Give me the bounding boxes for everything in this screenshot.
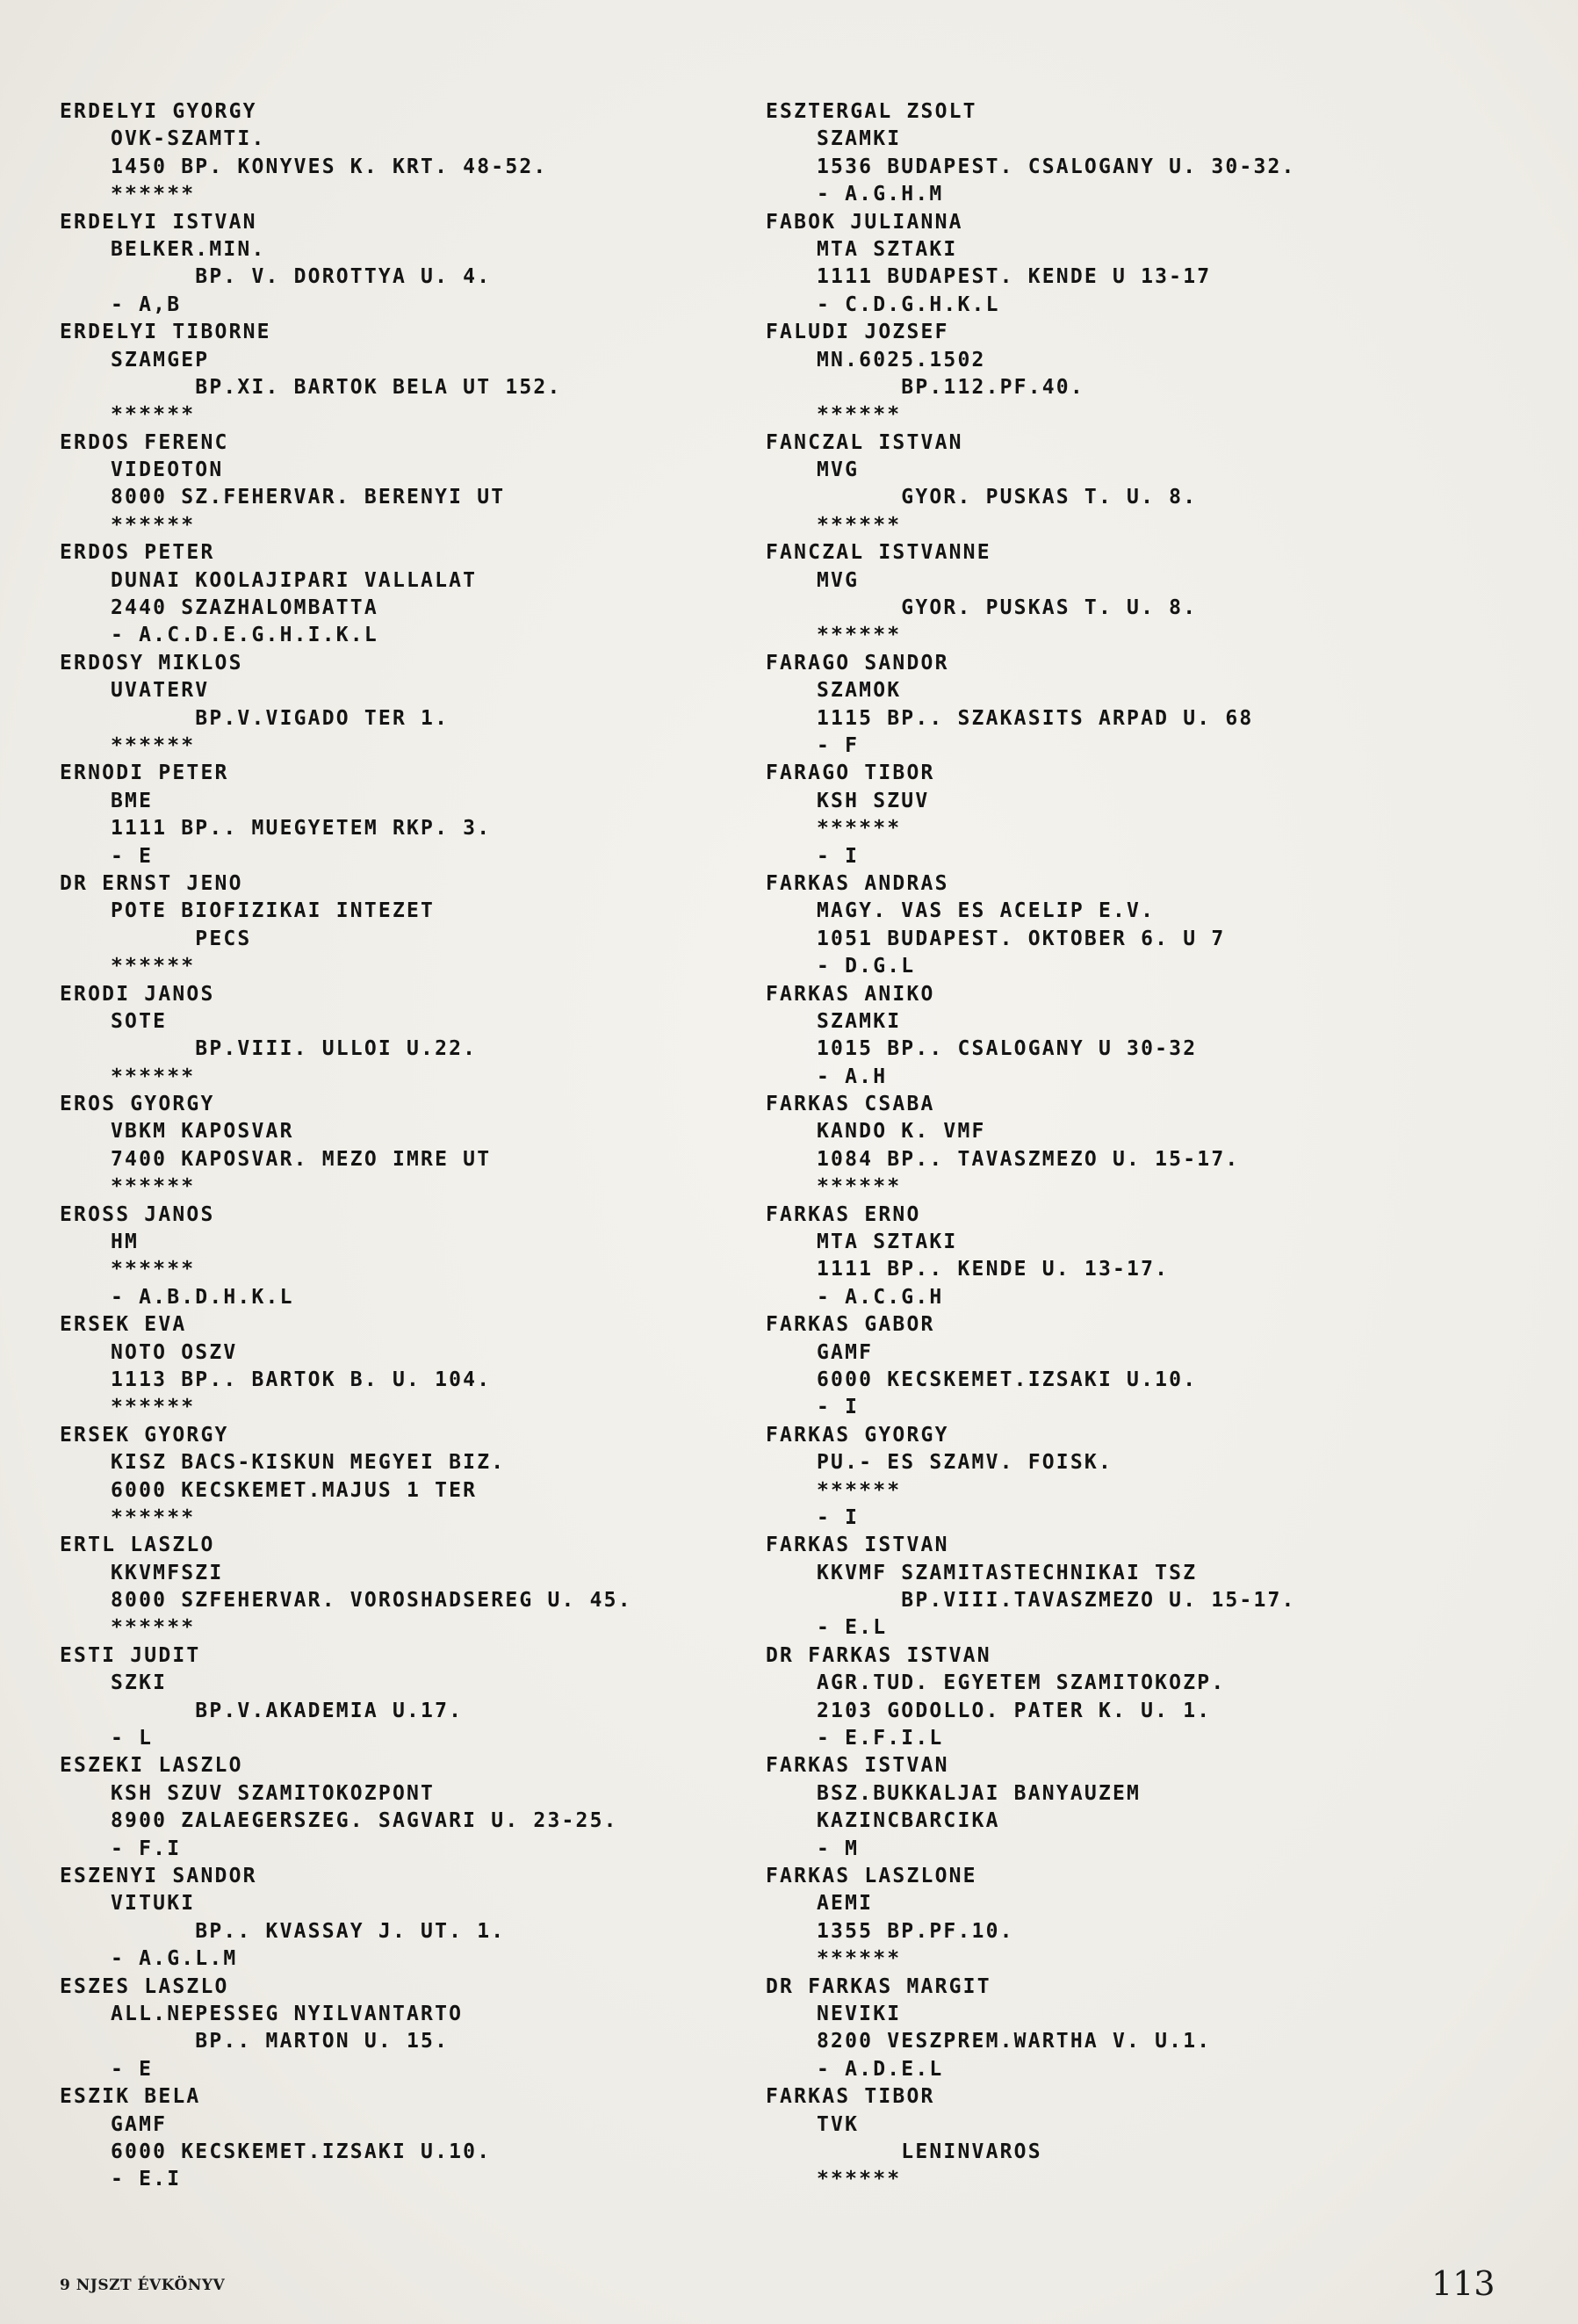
entry-detail-line: 8000 SZ.FEHERVAR. BERENYI UT — [111, 486, 506, 509]
entry-detail-line: TVK — [817, 2112, 860, 2136]
directory-entry — [60, 650, 762, 761]
entry-detail-line: 1355 BP.PF.10. — [817, 1919, 1014, 1943]
entry-detail-line: BELKER.MIN. — [111, 237, 266, 261]
entry-name: ESZTERGAL ZSOLT — [766, 100, 977, 123]
entry-detail-line: ****** — [111, 183, 196, 206]
entry-detail-line: OVK-SZAMTI. — [111, 127, 266, 151]
entry-detail-line: GAMF — [817, 1340, 874, 1364]
entry-name: FABOK JULIANNA — [766, 210, 963, 234]
entry-detail-line: BP.. MARTON U. 15. — [111, 2030, 450, 2053]
entry-detail-line: - F — [817, 733, 860, 757]
entry-detail-line: HM — [111, 1231, 140, 1254]
entry-name: FARKAS ISTVAN — [766, 1754, 949, 1778]
entry-detail-line: - A.C.G.H — [817, 1285, 944, 1309]
entry-detail-line: SZAMGEP — [111, 348, 210, 372]
directory-entry — [60, 1422, 762, 1533]
entry-detail-line: NEVIKI — [817, 2002, 902, 2025]
entry-detail-line: MTA SZTAKI — [817, 1231, 958, 1254]
entry-detail-line: BP.112.PF.40. — [817, 375, 1084, 399]
directory-entry — [60, 1974, 762, 2084]
entry-detail-line: BME — [111, 789, 154, 812]
entry-name: ERDELYI ISTVAN — [60, 210, 257, 234]
entry-name: DR FARKAS MARGIT — [766, 1974, 991, 1998]
entry-detail-line: ****** — [111, 1505, 196, 1529]
entry-name: ERDOSY MIKLOS — [60, 651, 243, 675]
entry-detail-line: ****** — [817, 513, 902, 537]
entry-detail-line: KSH SZUV SZAMITOKOZPONT — [111, 1781, 436, 1805]
directory-entry — [766, 2083, 1468, 2194]
entry-detail-line: - E.F.I.L — [817, 1727, 944, 1750]
directory-entry — [60, 1863, 762, 1974]
entry-detail-line: 1450 BP. KONYVES K. KRT. 48-52. — [111, 155, 548, 178]
entry-name: ERODI JANOS — [60, 982, 215, 1006]
entry-detail-line: ****** — [817, 1175, 902, 1199]
entry-name: FANCZAL ISTVAN — [766, 430, 963, 454]
entry-detail-line: AGR.TUD. EGYETEM SZAMITOKOZP. — [817, 1671, 1226, 1695]
entry-detail-line: BP.. KVASSAY J. UT. 1. — [111, 1919, 506, 1943]
entry-name: FARAGO TIBOR — [766, 761, 935, 785]
entry-detail-line: 2440 SZAZHALOMBATTA — [111, 596, 378, 620]
directory-entry — [766, 650, 1468, 761]
entry-detail-line: 6000 KECSKEMET.IZSAKI U.10. — [111, 2140, 492, 2163]
entry-name: ERDOS FERENC — [60, 430, 229, 454]
left-column — [60, 98, 762, 2194]
entry-detail-line: ****** — [817, 2168, 902, 2191]
entry-detail-line: - A,B — [111, 292, 182, 316]
entry-detail-line: - A.G.H.M — [817, 183, 944, 206]
entry-detail-line: POTE BIOFIZIKAI INTEZET — [111, 899, 436, 923]
entry-detail-line: ****** — [817, 624, 902, 647]
entry-detail-line: PU.- ES SZAMV. FOISK. — [817, 1451, 1113, 1475]
directory-entry — [766, 539, 1468, 650]
entry-detail-line: - A.H — [817, 1065, 888, 1088]
entry-detail-line: 1111 BP.. KENDE U. 13-17. — [817, 1258, 1170, 1281]
directory-entry — [766, 1863, 1468, 1974]
directory-entry — [766, 760, 1468, 870]
entry-name: ERNODI PETER — [60, 761, 229, 785]
entry-name: ERDELYI TIBORNE — [60, 321, 271, 344]
entry-detail-line: 1113 BP.. BARTOK B. U. 104. — [111, 1368, 492, 1391]
entry-detail-line: GYOR. PUSKAS T. U. 8. — [817, 596, 1198, 620]
entry-detail-line: 6000 KECSKEMET.IZSAKI U.10. — [817, 1368, 1198, 1391]
entry-detail-line: BP. V. DOROTTYA U. 4. — [111, 265, 492, 289]
entry-name: FARKAS ERNO — [766, 1202, 921, 1226]
directory-entry — [60, 98, 762, 209]
entry-detail-line: 1111 BUDAPEST. KENDE U 13-17 — [817, 265, 1212, 289]
directory-entry — [766, 1532, 1468, 1642]
entry-detail-line: MN.6025.1502 — [817, 348, 986, 372]
directory-entry — [60, 2083, 762, 2194]
entry-detail-line: - E.I — [111, 2168, 182, 2191]
entry-detail-line: - M — [817, 1837, 860, 1860]
entry-detail-line: KANDO K. VMF — [817, 1120, 986, 1144]
entry-detail-line: - L — [111, 1727, 154, 1750]
entry-detail-line: ****** — [111, 733, 196, 757]
entry-detail-line: SZAMKI — [817, 127, 902, 151]
directory-entry — [766, 1752, 1468, 1863]
entry-detail-line: ****** — [817, 817, 902, 841]
entry-name: FARKAS GABOR — [766, 1313, 935, 1337]
entry-name: ESZEKI LASZLO — [60, 1754, 243, 1778]
entry-detail-line: 1115 BP.. SZAKASITS ARPAD U. 68 — [817, 706, 1254, 730]
entry-detail-line: BP.VIII.TAVASZMEZO U. 15-17. — [817, 1589, 1296, 1613]
directory-entry — [766, 209, 1468, 320]
directory-entry — [766, 319, 1468, 429]
entry-detail-line: MVG — [817, 458, 860, 482]
entry-detail-line: 8200 VESZPREM.WARTHA V. U.1. — [817, 2030, 1212, 2053]
entry-detail-line: BSZ.BUKKALJAI BANYAUZEM — [817, 1781, 1142, 1805]
entry-detail-line: MTA SZTAKI — [817, 237, 958, 261]
entry-detail-line: - A.D.E.L — [817, 2057, 944, 2081]
entry-detail-line: VITUKI — [111, 1892, 196, 1916]
entry-detail-line: ****** — [111, 1616, 196, 1640]
entry-detail-line: SZAMKI — [817, 1009, 902, 1033]
entry-detail-line: ****** — [111, 1065, 196, 1088]
entry-name: FARKAS TIBOR — [766, 2085, 935, 2109]
entry-detail-line: - E — [111, 2057, 154, 2081]
entry-name: DR FARKAS ISTVAN — [766, 1643, 991, 1667]
entry-detail-line: BP.V.AKADEMIA U.17. — [111, 1699, 464, 1722]
entry-detail-line: ****** — [111, 403, 196, 427]
entry-detail-line: BP.VIII. ULLOI U.22. — [111, 1037, 478, 1061]
entry-detail-line: SZKI — [111, 1671, 168, 1695]
entry-detail-line: 1015 BP.. CSALOGANY U 30-32 — [817, 1037, 1198, 1061]
entry-detail-line: ****** — [817, 1947, 902, 1971]
directory-entry — [60, 1752, 762, 1863]
entry-detail-line: - A.C.D.E.G.H.I.K.L — [111, 624, 378, 647]
entry-detail-line: KISZ BACS-KISKUN MEGYEI BIZ. — [111, 1451, 506, 1475]
entry-name: FARAGO SANDOR — [766, 651, 949, 675]
directory-entry — [766, 429, 1468, 540]
entry-detail-line: ALL.NEPESSEG NYILVANTARTO — [111, 2002, 464, 2025]
entry-name: ERSEK EVA — [60, 1313, 187, 1337]
directory-entry — [766, 1311, 1468, 1422]
entry-detail-line: DUNAI KOOLAJIPARI VALLALAT — [111, 568, 478, 592]
directory-entry — [60, 539, 762, 650]
directory-entry — [60, 1202, 762, 1312]
entry-detail-line: AEMI — [817, 1892, 874, 1916]
entry-name: FARKAS ISTVAN — [766, 1534, 949, 1557]
entry-detail-line: VIDEOTON — [111, 458, 224, 482]
entry-detail-line: 1111 BP.. MUEGYETEM RKP. 3. — [111, 817, 492, 841]
entry-detail-line: - D.G.L — [817, 955, 916, 978]
directory-entry — [60, 870, 762, 981]
entry-detail-line: SOTE — [111, 1009, 168, 1033]
entry-detail-line: KAZINCBARCIKA — [817, 1809, 1000, 1833]
entry-detail-line: PECS — [111, 927, 252, 950]
entry-detail-line: 7400 KAPOSVAR. MEZO IMRE UT — [111, 1147, 492, 1171]
entry-detail-line: 1051 BUDAPEST. OKTOBER 6. U 7 — [817, 927, 1226, 950]
entry-name: DR ERNST JENO — [60, 871, 243, 895]
entry-detail-line: 1084 BP.. TAVASZMEZO U. 15-17. — [817, 1147, 1240, 1171]
entry-detail-line: - C.D.G.H.K.L — [817, 292, 1000, 316]
directory-entry — [60, 1642, 762, 1753]
directory-entry — [766, 1091, 1468, 1202]
entry-name: FANCZAL ISTVANNE — [766, 541, 991, 565]
entry-name: ESZES LASZLO — [60, 1974, 229, 1998]
directory-entry — [60, 1532, 762, 1642]
directory-entry — [766, 1422, 1468, 1533]
entry-name: ESZIK BELA — [60, 2085, 201, 2109]
entry-name: ESTI JUDIT — [60, 1643, 201, 1667]
entry-name: FALUDI JOZSEF — [766, 321, 949, 344]
entry-detail-line: ****** — [111, 1396, 196, 1419]
entry-detail-line: 8900 ZALAEGERSZEG. SAGVARI U. 23-25. — [111, 1809, 618, 1833]
directory-entry — [60, 1091, 762, 1202]
directory-entry — [766, 870, 1468, 981]
entry-detail-line: 1536 BUDAPEST. CSALOGANY U. 30-32. — [817, 155, 1296, 178]
entry-name: ERSEK GYORGY — [60, 1423, 229, 1447]
entry-detail-line: KKVMFSZI — [111, 1561, 224, 1584]
entry-name: EROS GYORGY — [60, 1093, 215, 1116]
entry-detail-line: - I — [817, 1505, 860, 1529]
directory-entry — [60, 981, 762, 1092]
entry-detail-line: - F.I — [111, 1837, 182, 1860]
entry-detail-line: ****** — [111, 955, 196, 978]
entry-name: ERDOS PETER — [60, 541, 215, 565]
entry-name: ESZENYI SANDOR — [60, 1865, 257, 1887]
directory-entry — [60, 760, 762, 870]
entry-detail-line: - I — [817, 1396, 860, 1419]
directory-entry — [60, 429, 762, 540]
entry-detail-line: - A.B.D.H.K.L — [111, 1285, 294, 1309]
entry-detail-line: - A.G.L.M — [111, 1947, 238, 1971]
entry-detail-line: 2103 GODOLLO. PATER K. U. 1. — [817, 1699, 1212, 1722]
entry-name: FARKAS ANDRAS — [766, 871, 949, 895]
entry-detail-line: MAGY. VAS ES ACELIP E.V. — [817, 899, 1156, 923]
entry-detail-line: GYOR. PUSKAS T. U. 8. — [817, 486, 1198, 509]
entry-name: ERTL LASZLO — [60, 1534, 215, 1557]
directory-entry — [60, 1311, 762, 1422]
right-column — [766, 98, 1468, 2194]
entry-detail-line: MVG — [817, 568, 860, 592]
entry-detail-line: UVATERV — [111, 679, 210, 703]
entry-detail-line: ****** — [111, 513, 196, 537]
entry-detail-line: NOTO OSZV — [111, 1340, 238, 1364]
entry-name: FARKAS ANIKO — [766, 982, 935, 1006]
entry-detail-line: SZAMOK — [817, 679, 902, 703]
entry-detail-line: ****** — [111, 1258, 196, 1281]
entry-detail-line: LENINVAROS — [817, 2140, 1042, 2163]
entry-detail-line: 6000 KECSKEMET.MAJUS 1 TER — [111, 1478, 478, 1502]
entry-name: FARKAS GYORGY — [766, 1423, 949, 1447]
entry-detail-line: - E.L — [817, 1616, 888, 1640]
entry-name: ERDELYI GYORGY — [60, 100, 257, 123]
entry-name: FARKAS CSABA — [766, 1093, 935, 1116]
entry-detail-line: BP.XI. BARTOK BELA UT 152. — [111, 375, 562, 399]
entry-detail-line: GAMF — [111, 2112, 168, 2136]
directory-entry — [766, 1202, 1468, 1312]
entry-detail-line: 8000 SZFEHERVAR. VOROSHADSEREG U. 45. — [111, 1589, 632, 1613]
page-number: 113 — [1431, 2264, 1495, 2303]
entry-detail-line: KSH SZUV — [817, 789, 930, 812]
directory-entry — [766, 1974, 1468, 2084]
entry-detail-line: KKVMF SZAMITASTECHNIKAI TSZ — [817, 1561, 1198, 1584]
entry-detail-line: VBKM KAPOSVAR — [111, 1120, 294, 1144]
directory-entry — [766, 981, 1468, 1092]
entry-detail-line: BP.V.VIGADO TER 1. — [111, 706, 450, 730]
entry-detail-line: - E — [111, 844, 154, 868]
yearbook-footer: 9 NJSZT ÉVKÖNYV — [60, 2277, 226, 2294]
directory-entry — [60, 209, 762, 320]
entry-detail-line: ****** — [111, 1175, 196, 1199]
directory-entry — [60, 319, 762, 429]
directory-entry — [766, 1642, 1468, 1753]
directory-entry — [766, 98, 1468, 209]
entry-name: EROSS JANOS — [60, 1202, 215, 1226]
entry-detail-line: ****** — [817, 403, 902, 427]
entry-detail-line: - I — [817, 844, 860, 868]
entry-detail-line: ****** — [817, 1478, 902, 1502]
entry-name: FARKAS LASZLONE — [766, 1865, 977, 1887]
